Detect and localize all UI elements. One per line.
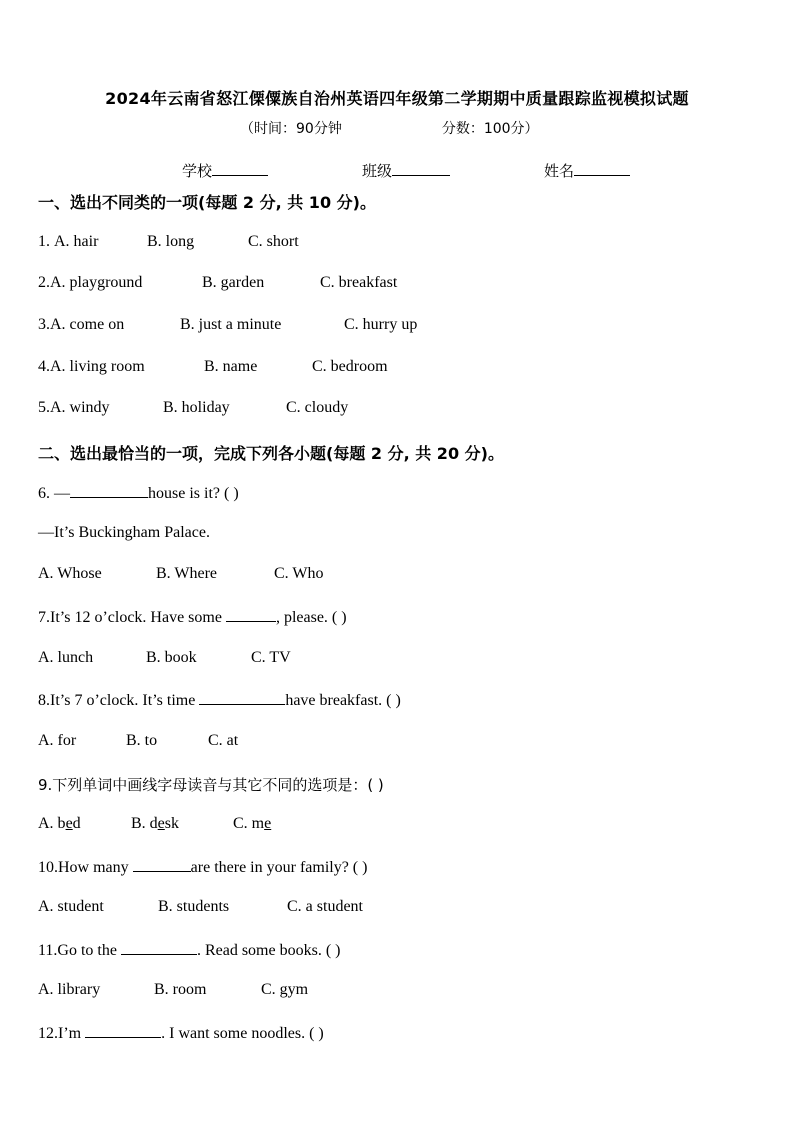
school-field bbox=[182, 160, 268, 181]
q8-stem-after: have breakfast. ( ) bbox=[285, 692, 401, 709]
q3-number: 3. bbox=[38, 316, 50, 333]
question-11 bbox=[38, 940, 340, 960]
q4-option-b[interactable]: B. name bbox=[204, 358, 258, 375]
name-field bbox=[544, 160, 630, 181]
time-label: （时间：90分钟 bbox=[240, 121, 342, 137]
q5-option-a[interactable]: A. windy bbox=[50, 399, 110, 416]
q6-stem: house is it? ( ) bbox=[148, 485, 239, 502]
q8-options bbox=[38, 732, 238, 750]
name-blank[interactable] bbox=[574, 160, 630, 176]
student-info bbox=[182, 160, 630, 181]
question-3 bbox=[38, 316, 417, 334]
question-2 bbox=[38, 274, 397, 292]
question-9: 9.下列单词中画线字母读音与其它不同的选项是：( ) bbox=[38, 776, 384, 794]
section-1-heading: 一、选出不同类的一项(每题 2 分, 共 10 分)。 bbox=[38, 193, 376, 212]
q8-blank[interactable] bbox=[199, 690, 285, 705]
q11-option-a[interactable]: A. library bbox=[38, 981, 101, 998]
question-6 bbox=[38, 483, 239, 503]
q9-option-c[interactable] bbox=[233, 815, 271, 833]
q1-number: 1. bbox=[38, 233, 54, 250]
q7-blank[interactable] bbox=[226, 607, 276, 622]
q9-option-a[interactable] bbox=[38, 815, 131, 833]
q6-option-a[interactable]: A. Whose bbox=[38, 565, 102, 582]
name-label: 姓名 bbox=[544, 162, 575, 180]
question-1 bbox=[38, 233, 299, 251]
q4-option-c[interactable]: C. bedroom bbox=[312, 358, 388, 375]
q9-a-suffix: d bbox=[72, 815, 81, 832]
q2-option-c[interactable]: C. breakfast bbox=[320, 274, 398, 291]
q4-number: 4. bbox=[38, 358, 50, 375]
q7-stem-after: , please. ( ) bbox=[275, 609, 347, 626]
question-12 bbox=[38, 1023, 324, 1043]
q10-options bbox=[38, 898, 363, 916]
question-5 bbox=[38, 399, 348, 417]
q1-option-c[interactable]: C. short bbox=[248, 233, 299, 250]
q9-option-b[interactable] bbox=[131, 815, 233, 833]
q7-option-b[interactable]: B. book bbox=[146, 649, 197, 666]
q7-option-c[interactable]: C. TV bbox=[251, 649, 291, 666]
section-2-heading: 二、选出最恰当的一项，完成下列各小题(每题 2 分, 共 20 分)。 bbox=[38, 444, 504, 463]
q6-number: 6. — bbox=[38, 485, 70, 502]
page-title: 2024年云南省怒江傈僳族自治州英语四年级第二学期期中质量跟踪监视模拟试题 bbox=[105, 89, 689, 108]
score-label: 分数：100分） bbox=[441, 121, 539, 137]
q10-stem-after: are there in your family? ( ) bbox=[190, 859, 368, 876]
question-8 bbox=[38, 690, 401, 710]
q11-stem-before: 11.Go to the bbox=[38, 942, 117, 959]
q8-option-a[interactable]: A. for bbox=[38, 732, 77, 749]
q7-stem-before: 7.It’s 12 o’clock. Have some bbox=[38, 609, 222, 626]
q11-options bbox=[38, 981, 308, 999]
q9-b-suffix: sk bbox=[164, 815, 180, 832]
q9-a-underlined: e bbox=[65, 815, 73, 832]
q1-option-a[interactable]: A. hair bbox=[54, 233, 99, 250]
q3-option-a[interactable]: A. come on bbox=[50, 316, 125, 333]
q6-option-c[interactable]: C. Who bbox=[274, 565, 324, 582]
q3-option-b[interactable]: B. just a minute bbox=[180, 316, 282, 333]
q11-option-c[interactable]: C. gym bbox=[261, 981, 309, 998]
school-label: 学校 bbox=[182, 162, 213, 180]
q5-option-c[interactable]: C. cloudy bbox=[286, 399, 349, 416]
q7-options bbox=[38, 649, 291, 667]
q9-a-prefix: A. b bbox=[38, 815, 66, 832]
q11-blank[interactable] bbox=[121, 940, 197, 955]
q10-option-c[interactable]: C. a student bbox=[287, 898, 363, 915]
q6-option-b[interactable]: B. Where bbox=[156, 565, 218, 582]
question-7 bbox=[38, 607, 347, 627]
q4-option-a[interactable]: A. living room bbox=[50, 358, 145, 375]
q6-options bbox=[38, 565, 323, 583]
q9-b-underlined: e bbox=[157, 815, 165, 832]
q12-stem-after: . I want some noodles. ( ) bbox=[161, 1025, 324, 1042]
school-blank[interactable] bbox=[212, 160, 268, 176]
q6-answer: —It’s Buckingham Palace. bbox=[38, 524, 210, 541]
q9-options bbox=[38, 815, 271, 833]
q11-option-b[interactable]: B. room bbox=[154, 981, 207, 998]
q5-option-b[interactable]: B. holiday bbox=[163, 399, 230, 416]
q9-c-prefix: C. m bbox=[233, 815, 265, 832]
question-4 bbox=[38, 358, 388, 376]
q5-number: 5. bbox=[38, 399, 50, 416]
class-field bbox=[362, 160, 450, 181]
q7-option-a[interactable]: A. lunch bbox=[38, 649, 94, 666]
q2-option-a[interactable]: A. playground bbox=[50, 274, 143, 291]
q12-blank[interactable] bbox=[85, 1023, 161, 1038]
q9-b-prefix: B. d bbox=[131, 815, 158, 832]
question-10 bbox=[38, 857, 367, 877]
q8-option-c[interactable]: C. at bbox=[208, 732, 239, 749]
q11-stem-after: . Read some books. ( ) bbox=[196, 942, 341, 959]
q10-option-a[interactable]: A. student bbox=[38, 898, 104, 915]
q1-option-b[interactable]: B. long bbox=[147, 233, 195, 250]
q3-option-c[interactable]: C. hurry up bbox=[344, 316, 418, 333]
q2-number: 2. bbox=[38, 274, 50, 291]
q10-option-b[interactable]: B. students bbox=[158, 898, 230, 915]
q6-blank[interactable] bbox=[70, 483, 148, 498]
q8-option-b[interactable]: B. to bbox=[126, 732, 158, 749]
exam-subtitle bbox=[240, 118, 539, 138]
q9-c-underlined: e bbox=[264, 815, 272, 832]
q10-stem-before: 10.How many bbox=[38, 859, 129, 876]
q10-blank[interactable] bbox=[133, 857, 191, 872]
q12-stem-before: 12.I’m bbox=[38, 1025, 82, 1042]
q8-stem-before: 8.It’s 7 o’clock. It’s time bbox=[38, 692, 196, 709]
class-label: 班级 bbox=[362, 162, 393, 180]
q2-option-b[interactable]: B. garden bbox=[202, 274, 265, 291]
class-blank[interactable] bbox=[392, 160, 450, 176]
